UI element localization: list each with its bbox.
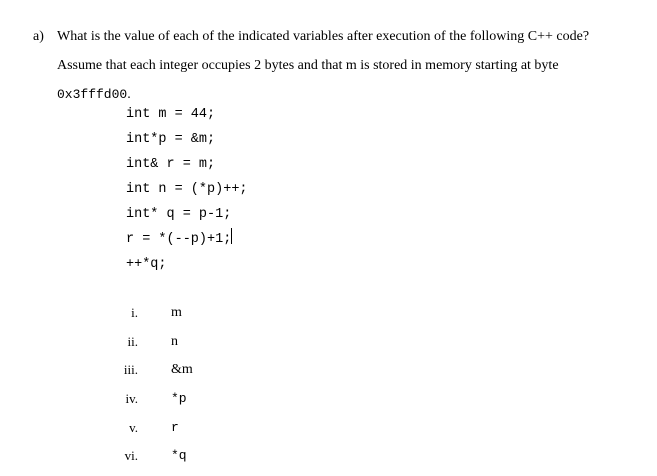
item-number: vi. [124,448,138,463]
list-item [0,420,657,448]
list-item [0,391,657,419]
item-expression: n [171,334,178,349]
code-line-4: int n = (*p)++; [126,182,248,197]
item-number: v. [129,420,138,435]
list-item [0,448,657,476]
list-item [0,334,657,362]
code-line-1: int m = 44; [126,107,216,122]
question-a [33,22,633,109]
item-expression: *q [171,448,187,463]
question-text-after: . [127,87,131,102]
item-number: ii. [127,334,138,349]
item-number: iii. [123,362,138,377]
item-expression: &m [171,362,193,377]
code-line-3: int& r = m; [126,157,216,172]
code-line-7: ++*q; [126,257,167,272]
question-text-before: What is the value of each of the indicated variables after execution of the following C++ code? Assume that each integer occupies 2 bytes and that m is stored in memory starting at byte [57,29,590,73]
memory-address: 0x3fffd00 [57,87,128,102]
item-number: iv. [125,391,138,406]
question-text [57,22,633,109]
code-line-6-text: r = *(--p)+1; [126,232,232,247]
list-item [0,362,657,390]
code-line-5 [126,202,248,227]
item-expression: m [171,305,182,320]
list-item [0,305,657,333]
item-number: i. [131,305,138,320]
question-label: a) [33,29,44,44]
code-line-2: int*p = &m; [126,132,216,147]
code-line-6 [126,227,248,252]
code-block [126,102,248,277]
code-line-5-text: int* q = p-1; [126,207,232,222]
item-expression: *p [171,391,187,406]
text-cursor [231,228,232,244]
item-expression: r [171,420,179,435]
